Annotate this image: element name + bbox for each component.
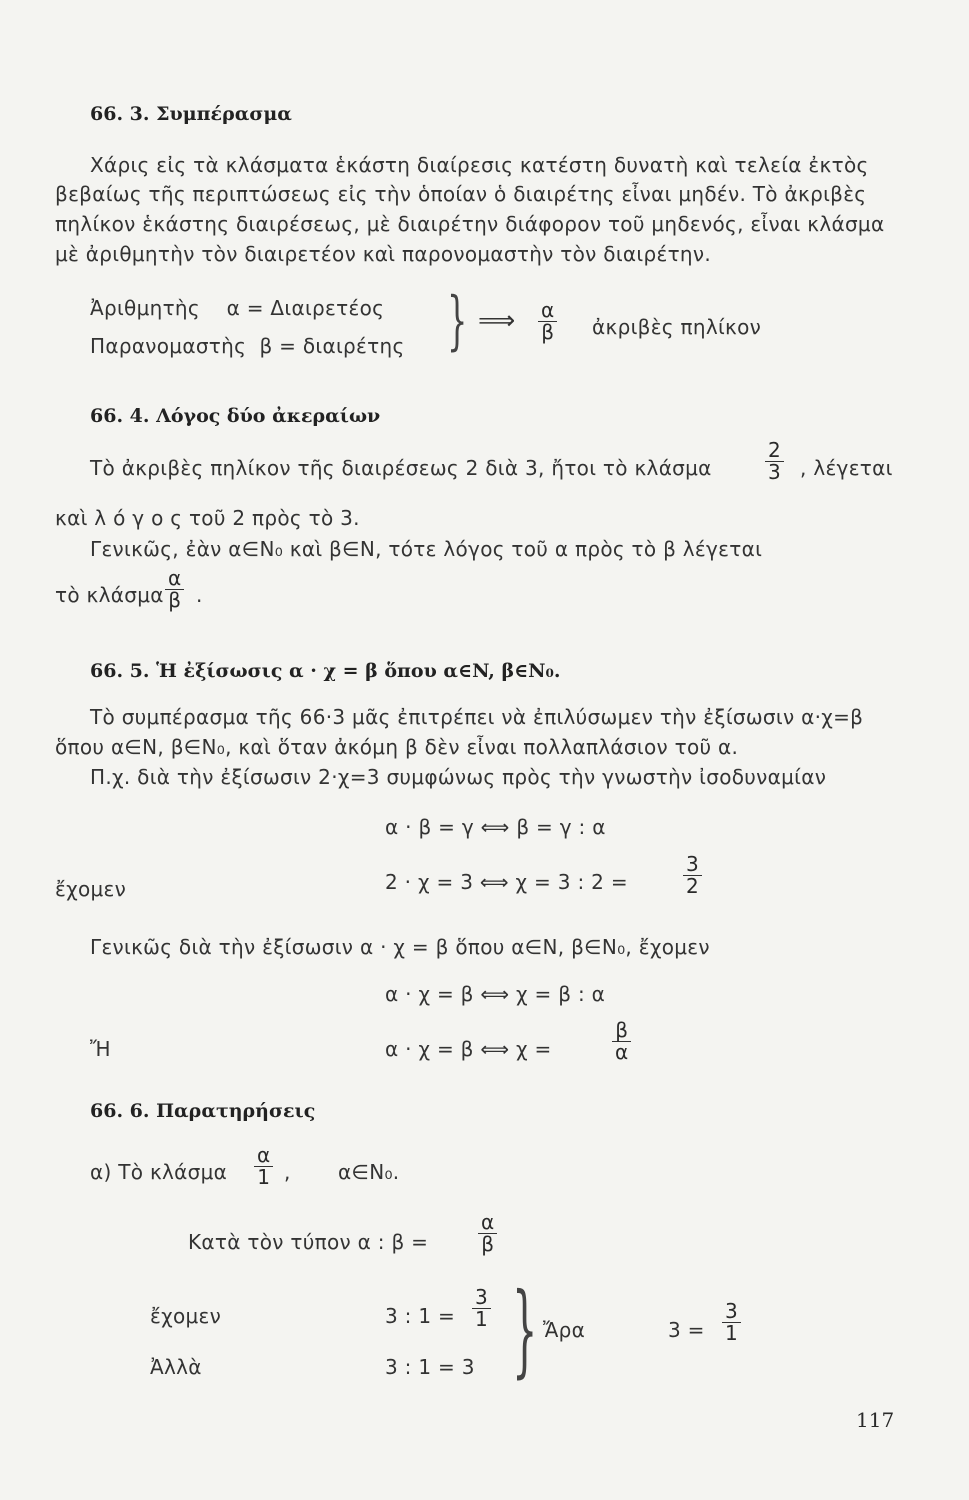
- echomen-label: ἔχομεν: [150, 1304, 222, 1328]
- equation-3-div-1-eq-3: 3 : 1 = 3: [385, 1355, 475, 1379]
- fraction-alpha-beta: $\frac{\alpha}{\beta}$: [538, 300, 557, 343]
- fraction-alpha-beta: $\frac{\alpha}{\beta}$: [165, 568, 184, 611]
- condition: α∈N₀.: [338, 1160, 400, 1184]
- paragraph-line: Γενικῶς, ἐὰν α∈N₀ καὶ β∈N, τότε λόγος τοῦ α πρὸς τὸ β λέγεται: [90, 537, 763, 561]
- page-number: 117: [856, 1408, 895, 1432]
- ara-label: Ἄρα: [543, 1318, 586, 1342]
- paragraph-line: βεβαίως τῆς περιπτώσεως εἰς τὴν ὁποίαν ὁ διαιρέτης εἶναι μηδέν. Τὸ ἀκριβὲς: [55, 182, 867, 206]
- solution-equation: α · χ = β ⟺ χ =: [385, 1037, 552, 1061]
- section-heading-66-3: 66. 3. Συμπέρασμα: [90, 103, 292, 125]
- paragraph-line: τὸ κλάσμα: [55, 583, 164, 607]
- by-type-formula: Κατὰ τὸν τύπον α : β =: [188, 1230, 429, 1254]
- paragraph-line: πηλίκον ἑκάστης διαιρέσεως, μὲ διαιρέτην διάφορον τοῦ μηδενός, εἶναι κλάσμα: [55, 212, 885, 236]
- paragraph-line: Τὸ συμπέρασμα τῆς 66·3 μᾶς ἐπιτρέπει νὰ ἐπιλύσωμεν τὴν ἐξίσωσιν α·χ=β: [90, 705, 864, 729]
- example-equation: 2 · χ = 3 ⟺ χ = 3 : 2 =: [385, 870, 628, 894]
- fraction-3-2: $\frac{3}{2}$: [683, 854, 702, 897]
- or-label: Ἤ: [90, 1037, 111, 1061]
- echomen-label: ἔχομεν: [55, 877, 127, 901]
- fraction-alpha-1: $\frac{\alpha}{1}$: [254, 1145, 273, 1188]
- right-brace: }: [512, 1271, 538, 1388]
- paragraph-line: Τὸ ἀκριβὲς πηλίκον τῆς διαιρέσεως 2 διὰ 3, ἤτοι τὸ κλάσμα: [90, 456, 712, 480]
- conclusion-equation: 3 =: [668, 1318, 705, 1342]
- implies-arrow: ⟹: [478, 306, 516, 336]
- paragraph-line: ὅπου α∈N, β∈N₀, καὶ ὅταν ἀκόμη β δὲν εἶναι πολλαπλάσιον τοῦ α.: [55, 735, 739, 759]
- equivalence-equation: α · β = γ ⟺ β = γ : α: [385, 815, 606, 839]
- paragraph-line: Χάρις εἰς τὰ κλάσματα ἑκάστη διαίρεσις κατέστη δυνατὴ καὶ τελεία ἐκτὸς: [90, 153, 869, 177]
- exact-quotient-label: ἀκριβὲς πηλίκον: [592, 315, 762, 339]
- period: .: [196, 583, 203, 607]
- comma: ,: [284, 1160, 291, 1184]
- paragraph-line: μὲ ἀριθμητὴν τὸν διαιρετέον καὶ παρονομαστὴν τὸν διαιρέτην.: [55, 242, 712, 266]
- fraction-3-1: $\frac{3}{1}$: [472, 1287, 491, 1330]
- paragraph-line: Γενικῶς διὰ τὴν ἐξίσωσιν α · χ = β ὅπου α∈N, β∈N₀, ἔχομεν: [90, 935, 710, 959]
- fraction-2-3: $\frac{2}{3}$: [765, 440, 784, 483]
- general-equation: α · χ = β ⟺ χ = β : α: [385, 982, 606, 1006]
- paragraph-line-end: , λέγεται: [800, 456, 893, 480]
- section-heading-66-5: 66. 5. Ἡ ἐξίσωσις α · χ = β ὅπου α∈N, β∈N₀.: [90, 660, 561, 682]
- section-heading-66-6: 66. 6. Παρατηρήσεις: [90, 1100, 316, 1122]
- numerator-definition: Ἀριθμητὴς α = Διαιρετέος: [90, 296, 385, 320]
- equation-3-div-1: 3 : 1 =: [385, 1304, 456, 1328]
- fraction-alpha-beta: $\frac{\alpha}{\beta}$: [478, 1212, 497, 1255]
- right-brace: }: [447, 284, 468, 358]
- paragraph-line: καὶ λ ό γ ο ς τοῦ 2 πρὸς τὸ 3.: [55, 506, 360, 530]
- denominator-definition: Παρανομαστὴς β = διαιρέτης: [90, 334, 405, 358]
- fraction-3-1: $\frac{3}{1}$: [722, 1301, 741, 1344]
- fraction-beta-alpha: $\frac{\beta}{\alpha}$: [612, 1020, 631, 1063]
- paragraph-line: Π.χ. διὰ τὴν ἐξίσωσιν 2·χ=3 συμφώνως πρὸς τὴν γνωστὴν ἰσοδυναμίαν: [90, 765, 827, 789]
- remark-a: α) Τὸ κλάσμα: [90, 1160, 228, 1184]
- section-heading-66-4: 66. 4. Λόγος δύο ἀκεραίων: [90, 405, 381, 427]
- alla-label: Ἀλλὰ: [150, 1355, 202, 1379]
